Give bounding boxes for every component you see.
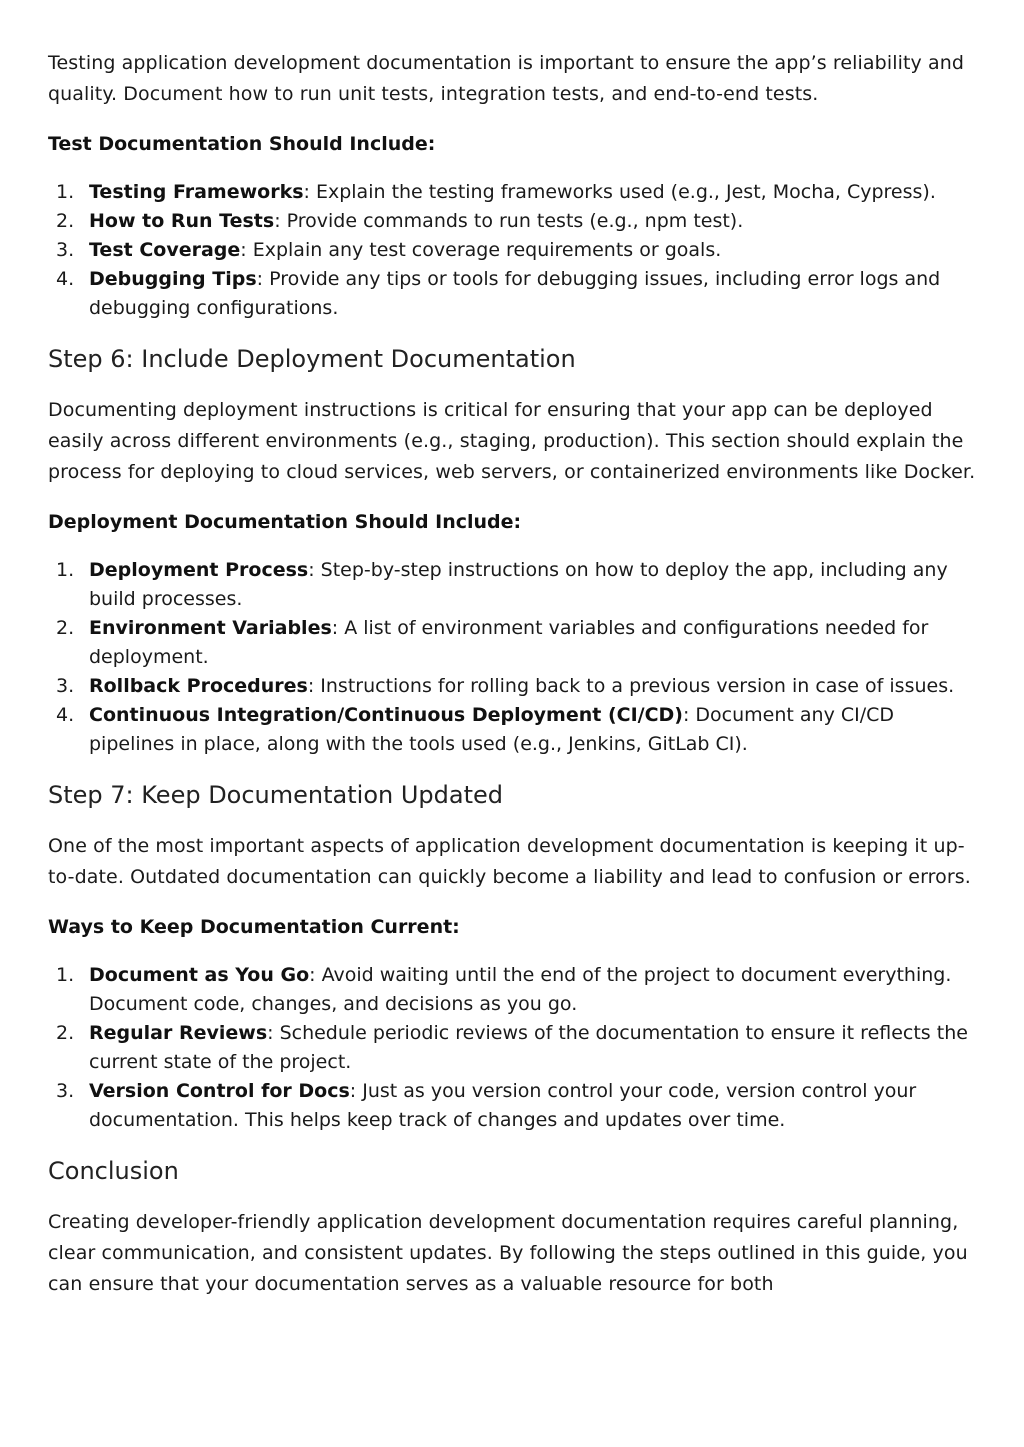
list-number: 4. (56, 268, 75, 290)
list-item (48, 178, 976, 207)
deployment-items-list (48, 556, 976, 759)
list-term: How to Run Tests (89, 210, 275, 232)
list-item (48, 961, 976, 1019)
list-text: : Instructions for rolling back to a previous version in case of issues. (307, 675, 955, 697)
list-term: Continuous Integration/Continuous Deployment (CI/CD) (89, 704, 683, 726)
list-term: Deployment Process (89, 559, 309, 581)
list-item (48, 672, 976, 701)
list-text: : Explain any test coverage requirements or goals. (240, 239, 722, 261)
list-item (48, 614, 976, 672)
list-number: 1. (56, 964, 75, 986)
list-number: 3. (56, 239, 75, 261)
list-text: : Step-by-step instructions on how to deploy the app, including any build processes. (89, 559, 948, 610)
step6-heading: Step 6: Include Deployment Documentation (48, 345, 576, 373)
list-item (48, 1019, 976, 1077)
step7-subheading: Ways to Keep Documentation Current: (48, 916, 460, 938)
step6-paragraph: Documenting deployment instructions is critical for ensuring that your app can be deployed easily across different environments (e.g., staging, production). This section should explain the process for deploying to cloud services, web servers, or containerized environments like Docker. (48, 399, 976, 483)
list-text: : Provide any tips or tools for debugging issues, including error logs and debugging configurations. (89, 268, 941, 319)
list-number: 4. (56, 704, 75, 726)
list-text: : Avoid waiting until the end of the project to document everything. Document code, changes, and decisions as you go. (89, 964, 952, 1015)
list-item (48, 556, 976, 614)
list-text: : Schedule periodic reviews of the documentation to ensure it reflects the current state of the project. (89, 1022, 968, 1073)
conclusion-paragraph: Creating developer-friendly application development documentation requires careful planning, clear communication, and consistent updates. By following the steps outlined in this guide, you can ensure that your documentation serves as a valuable resource for both (48, 1211, 968, 1295)
list-term: Regular Reviews (89, 1022, 268, 1044)
list-term: Rollback Procedures (89, 675, 308, 697)
list-text: : Just as you version control your code, version control your documentation. This helps keep track of changes and updates over time. (89, 1080, 917, 1131)
list-item (48, 701, 976, 759)
test-section-subheading: Test Documentation Should Include: (48, 133, 436, 155)
step6-subheading: Deployment Documentation Should Include: (48, 511, 522, 533)
list-number: 2. (56, 210, 75, 232)
list-number: 2. (56, 617, 75, 639)
list-number: 1. (56, 181, 75, 203)
list-number: 1. (56, 559, 75, 581)
intro-paragraph: Testing application development documentation is important to ensure the app’s reliability and quality. Document how to run unit tests, integration tests, and end-to-end tests. (48, 52, 965, 105)
list-term: Testing Frameworks (89, 181, 304, 203)
list-text: : Document any CI/CD pipelines in place, along with the tools used (e.g., Jenkins, GitLab CI). (89, 704, 895, 755)
list-number: 3. (56, 675, 75, 697)
list-number: 2. (56, 1022, 75, 1044)
list-item (48, 207, 976, 236)
step7-heading: Step 7: Keep Documentation Updated (48, 781, 503, 809)
list-text: : Explain the testing frameworks used (e.g., Jest, Mocha, Cypress). (303, 181, 936, 203)
list-item (48, 236, 976, 265)
list-term: Test Coverage (89, 239, 241, 261)
list-term: Environment Variables (89, 617, 332, 639)
list-text: : Provide commands to run tests (e.g., npm test). (274, 210, 744, 232)
list-term: Debugging Tips (89, 268, 257, 290)
list-number: 3. (56, 1080, 75, 1102)
list-term: Document as You Go (89, 964, 310, 986)
test-items-list (48, 178, 976, 323)
list-item (48, 1077, 976, 1135)
list-term: Version Control for Docs (89, 1080, 350, 1102)
list-item (48, 265, 976, 323)
list-text: : A list of environment variables and configurations needed for deployment. (89, 617, 929, 668)
conclusion-heading: Conclusion (48, 1157, 179, 1185)
step7-paragraph: One of the most important aspects of application development documentation is keeping it up-to-date. Outdated documentation can quickly become a liability and lead to confusion or errors. (48, 835, 971, 888)
updates-items-list (48, 961, 976, 1135)
